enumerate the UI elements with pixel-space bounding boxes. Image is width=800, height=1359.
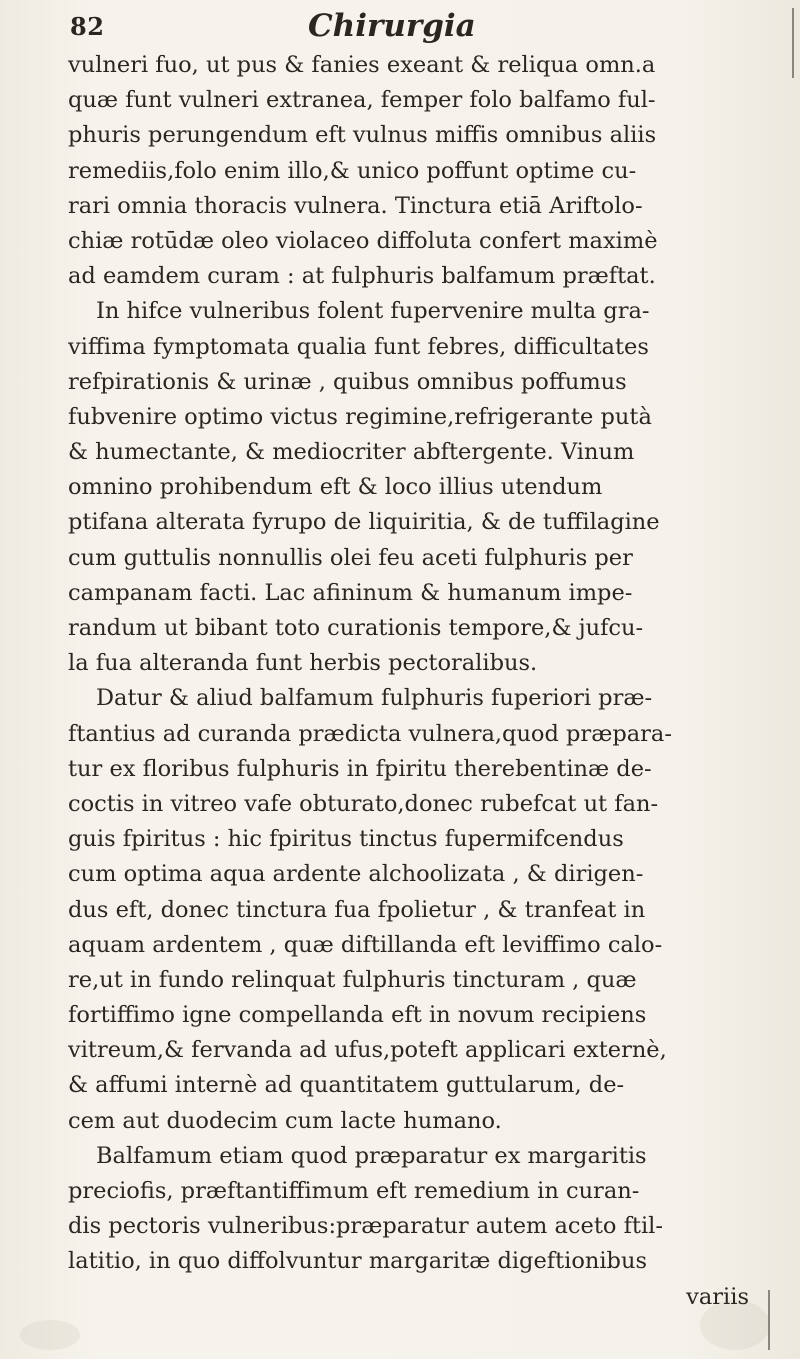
catchword: variis [686,1283,749,1310]
text-line: randum ut bibant toto curationis tempore,& jufcu- [68,615,644,641]
text-line: preciofis, præftantiffimum eft remedium in curan- [68,1178,640,1204]
text-line: & humectante, & mediocriter abftergente. Vinum [68,439,635,466]
text-line: vitreum,& fervanda ad ufus,poteft applicari externè, [68,1037,667,1064]
text-line: cem aut duodecim cum lacte humano. [68,1107,502,1134]
text-line: ad eamdem curam : at fulphuris balfamum præftat. [68,263,656,290]
text-line: guis fpiritus : hic fpiritus tinctus fupermifcendus [68,826,624,853]
page-number: 82 [70,12,105,41]
text-line: omnino prohibendum eft & loco illius utendum [68,474,603,501]
paragraph-start-line: Datur & aliud balfamum fulphuris fuperiori præ- [96,685,653,712]
text-line: re,ut in fundo relinquat fulphuris tincturam , quæ [68,966,637,993]
text-line: ftantius ad curanda prædicta vulnera,quod præpara- [68,720,672,747]
text-line: viffima fymptomata qualia funt febres, difficultates [68,333,649,360]
paragraph-start-line: In hifce vulneribus folent fupervenire multa gra- [96,298,650,325]
text-line: coctis in vitreo vafe obturato,donec rubefcat ut fan- [68,790,659,817]
text-line: refpirationis & urinæ , quibus omnibus poffumus [68,368,627,395]
text-line: cum optima aqua ardente alchoolizata , & dirigen- [68,861,644,888]
page-edge-mark [792,8,794,78]
text-line: fortiffimo igne compellanda eft in novum recipiens [68,1002,647,1029]
text-line: vulneri fuo, ut pus & fanies exeant & reliqua omn.a [68,52,656,78]
text-line: rari omnia thoracis vulnera. Tinctura etiā Ariftolo- [68,192,643,219]
text-line: fubvenire optimo victus regimine,refrigerante putà [68,403,652,430]
text-line: phuris perungendum eft vulnus miffis omnibus aliis [68,122,657,149]
body-text [68,48,773,1315]
text-line: tur ex floribus fulphuris in fpiritu therebentinæ de- [68,755,652,782]
running-title: Chirurgia [308,8,476,44]
page-header [70,8,770,50]
text-line: la fua alteranda funt herbis pectoralibus. [68,650,538,677]
text-line: remediis,folo enim illo,& unico poffunt optime cu- [68,157,637,184]
text-line: cum guttulis nonnullis olei feu aceti fulphuris per [68,544,633,571]
text-line: dis pectoris vulneribus:præparatur autem aceto ftil- [68,1213,663,1240]
text-line: & affumi internè ad quantitatem guttularum, de- [68,1072,625,1099]
paper-stain [20,1320,80,1350]
paragraph-start-line: Balfamum etiam quod præparatur ex margaritis [96,1142,647,1169]
text-line: aquam ardentem , quæ diftillanda eft leviffimo calo- [68,931,663,958]
text-line: quæ funt vulneri extranea, femper folo balfamo ful- [68,87,656,114]
text-line: latitio, in quo diffolvuntur margaritæ digeftionibus [68,1248,648,1275]
text-line: ptifana alterata fyrupo de liquiritia, & de tuffilagine [68,509,660,536]
text-line: chiæ rotūdæ oleo violaceo diffoluta confert maximè [68,227,658,254]
text-line: dus eft, donec tinctura fua fpolietur , & tranfeat in [68,896,646,923]
text-line: campanam facti. Lac afininum & humanum impe- [68,579,633,606]
